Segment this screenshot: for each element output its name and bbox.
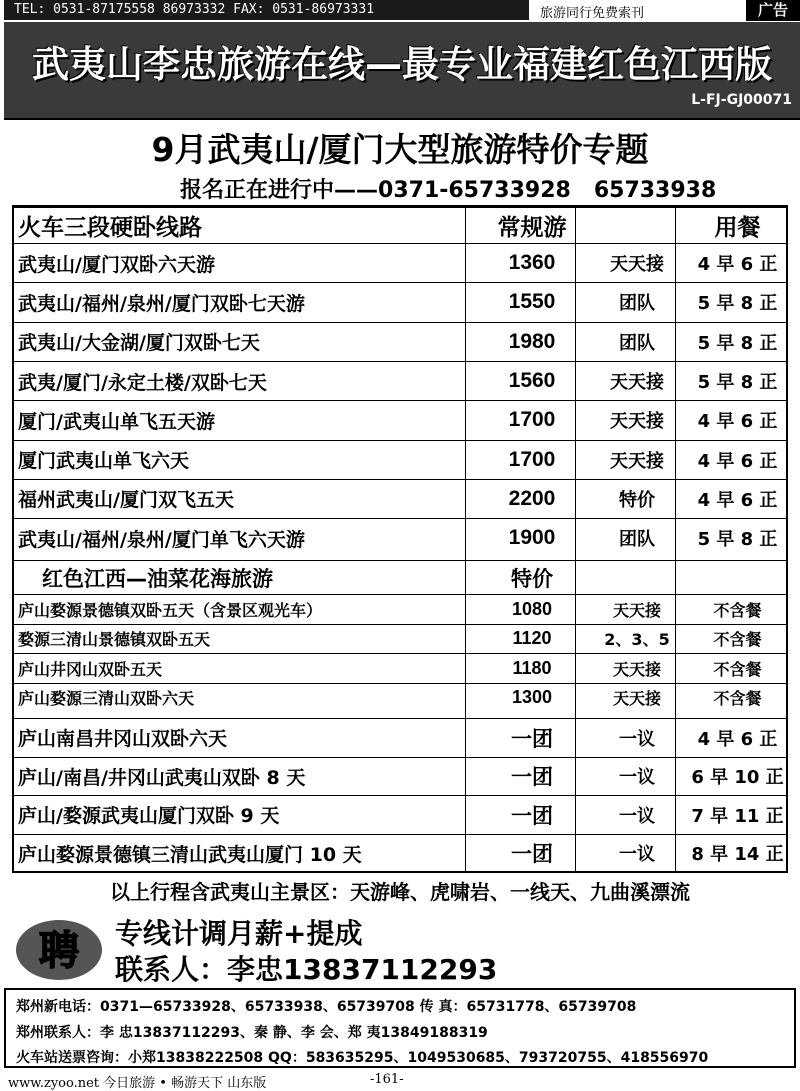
route-price: 1700 <box>508 408 556 432</box>
route-price: 1300 <box>511 687 553 708</box>
route-price: 1980 <box>508 329 556 353</box>
route-name: 厦门/武夷山单飞五天游 <box>18 410 215 433</box>
banner <box>4 22 800 120</box>
route-type: 一议 <box>619 767 655 789</box>
route-row <box>12 653 788 683</box>
route-name: 庐山/南昌/井冈山武夷山双卧 8 天 <box>18 766 306 789</box>
route-name: 庐山井冈山双卧五天 <box>18 659 163 679</box>
route-meal: 4 早 6 正 <box>697 411 778 433</box>
recruit-contact-value: 李忠13837112293 <box>227 953 498 986</box>
route-name: 庐山/婺源武夷山厦门双卧 9 天 <box>18 805 280 828</box>
banner-title: 武夷山李忠旅游在线—最专业福建红色江西版 <box>32 43 772 86</box>
route-meal: 4 早 6 正 <box>697 489 778 511</box>
route-type: 天天接 <box>610 450 664 472</box>
route-name: 厦门武夷山单飞六天 <box>18 450 190 473</box>
signup-phone-2: 65733938 <box>593 178 717 203</box>
route-meal: 不含餐 <box>713 600 762 620</box>
headline: 9月武夷山/厦门大型旅游特价专题 <box>151 130 649 169</box>
route-type: 天天接 <box>612 600 661 620</box>
route-price: 1360 <box>508 251 556 275</box>
route-type: 天天接 <box>612 689 661 709</box>
route-type: 团队 <box>619 332 655 354</box>
route-price: 1700 <box>508 447 556 471</box>
route-row <box>12 440 788 479</box>
route-row <box>12 683 788 713</box>
route-name: 庐山婺源景德镇三清山武夷山厦门 10 天 <box>18 843 362 866</box>
route-meal: 4 早 6 正 <box>697 728 778 750</box>
section1-title: 火车三段硬卧线路 <box>18 215 202 241</box>
route-meal: 4 早 6 正 <box>697 450 778 472</box>
recruit-icon-text: 聘 <box>39 928 79 974</box>
route-meal: 5 早 8 正 <box>697 529 778 551</box>
route-type: 团队 <box>619 529 655 551</box>
route-meal: 6 早 10 正 <box>691 767 784 789</box>
route-meal: 不含餐 <box>713 659 762 679</box>
route-meal: 5 早 8 正 <box>697 293 778 315</box>
scenic-note: 以上行程含武夷山主景区：天游峰、虎啸岩、一线天、九曲溪漂流 <box>110 880 690 904</box>
signup-phone-1: 0371-65733928 <box>378 178 571 203</box>
route-price: 一团 <box>511 766 553 790</box>
route-row <box>12 624 788 654</box>
route-name: 武夷山/大金湖/厦门双卧七天 <box>18 332 260 355</box>
footer-site: www.zyoo.net 今日旅游 • 畅游天下 山东版 <box>8 1076 267 1091</box>
route-meal: 8 早 14 正 <box>691 844 784 866</box>
route-meal: 5 早 8 正 <box>697 372 778 394</box>
route-row <box>12 594 788 624</box>
recruit-contact <box>115 948 497 988</box>
route-price: 1550 <box>508 290 556 314</box>
route-type: 特价 <box>619 489 655 511</box>
route-type: 团队 <box>619 293 655 315</box>
top-bar <box>0 0 800 22</box>
column-divider <box>675 207 676 873</box>
route-price: 一团 <box>511 843 553 867</box>
contact-line-phone: 郑州新电话：0371—65733928、65733938、65739708 传 真：65731778、65739708 <box>16 999 637 1015</box>
route-type <box>587 208 687 243</box>
route-name: 福州武夷山/厦门双飞五天 <box>18 489 234 512</box>
route-name: 武夷山/福州/泉州/厦门双卧七天游 <box>18 292 305 315</box>
route-type: 一议 <box>619 728 655 750</box>
route-row <box>12 400 788 439</box>
route-meal: 不含餐 <box>713 630 762 650</box>
route-price: 1120 <box>512 628 552 649</box>
route-price: 1900 <box>508 526 556 550</box>
section1-meal-header: 用餐 <box>714 215 761 241</box>
recruit-line: 专线计调月薪+提成 <box>115 917 363 950</box>
contact-line-ticket: 火车站送票咨询：小郑13838222508 QQ：583635295、1049530685、793720755、418556970 <box>16 1050 709 1066</box>
route-meal: 7 早 11 正 <box>691 805 784 827</box>
route-row <box>12 479 788 518</box>
route-row <box>12 322 788 361</box>
route-name: 庐山婺源三清山双卧六天 <box>18 689 195 709</box>
route-name: 武夷/厦门/永定土楼/双卧七天 <box>18 371 267 394</box>
free-catalog-label: 旅游同行免费索刊 <box>540 6 645 21</box>
route-meal <box>687 561 788 594</box>
route-price: 1180 <box>512 657 552 678</box>
section2-price-header: 特价 <box>511 566 553 591</box>
route-price: 一团 <box>511 804 553 828</box>
route-row <box>12 795 788 834</box>
route-row <box>12 243 788 282</box>
section2-header <box>12 560 788 594</box>
recruit-icon <box>14 918 104 982</box>
recruit-contact-label: 联系人： <box>115 953 228 986</box>
route-type <box>587 561 687 594</box>
route-row <box>12 518 788 557</box>
contact-line-people: 郑州联系人：李 忠13837112293、秦 静、李 会、郑 夷13849188319 <box>16 1025 488 1041</box>
route-type: 天天接 <box>610 372 664 394</box>
route-meal: 不含餐 <box>713 689 762 709</box>
footer <box>0 1070 800 1090</box>
signup-label: 报名正在进行中—— <box>180 178 379 203</box>
route-type: 一议 <box>619 844 655 866</box>
route-price: 2200 <box>508 486 556 510</box>
route-row <box>12 282 788 321</box>
route-name: 庐山南昌井冈山双卧六天 <box>18 728 228 751</box>
route-meal: 4 早 6 正 <box>697 254 778 276</box>
column-divider <box>465 207 466 873</box>
route-name: 武夷山/福州/泉州/厦门单飞六天游 <box>18 528 305 551</box>
section2-title: 红色江西—油菜花海旅游 <box>42 566 273 591</box>
route-type: 天天接 <box>612 659 661 679</box>
tel-fax-text: TEL: 0531-87175558 86973332 FAX: 0531-86973331 <box>4 0 529 20</box>
route-name: 武夷山/厦门双卧六天游 <box>18 253 215 276</box>
banner-code: L-FJ-GJ00071 <box>691 92 792 108</box>
route-name: 庐山婺源景德镇双卧五天（含景区观光车） <box>18 600 323 620</box>
section1-header <box>12 207 788 243</box>
route-row <box>12 361 788 400</box>
route-type: 天天接 <box>610 254 664 276</box>
route-row <box>12 757 788 796</box>
route-price: 1080 <box>511 598 553 619</box>
route-price: 一团 <box>511 727 553 751</box>
signup-line <box>180 173 716 204</box>
route-type: 2、3、5 <box>604 630 670 650</box>
route-row <box>12 718 788 757</box>
route-meal: 5 早 8 正 <box>697 332 778 354</box>
route-type: 天天接 <box>610 411 664 433</box>
route-type: 一议 <box>619 805 655 827</box>
ad-badge: 广告 <box>746 0 800 21</box>
section1-price-header: 常规游 <box>497 215 567 241</box>
route-price: 1560 <box>508 369 556 393</box>
route-name: 婺源三清山景德镇双卧五天 <box>18 630 211 650</box>
route-row <box>12 834 788 873</box>
page-number: -161- <box>370 1072 404 1087</box>
column-divider <box>575 207 576 873</box>
contact-box <box>4 988 796 1068</box>
